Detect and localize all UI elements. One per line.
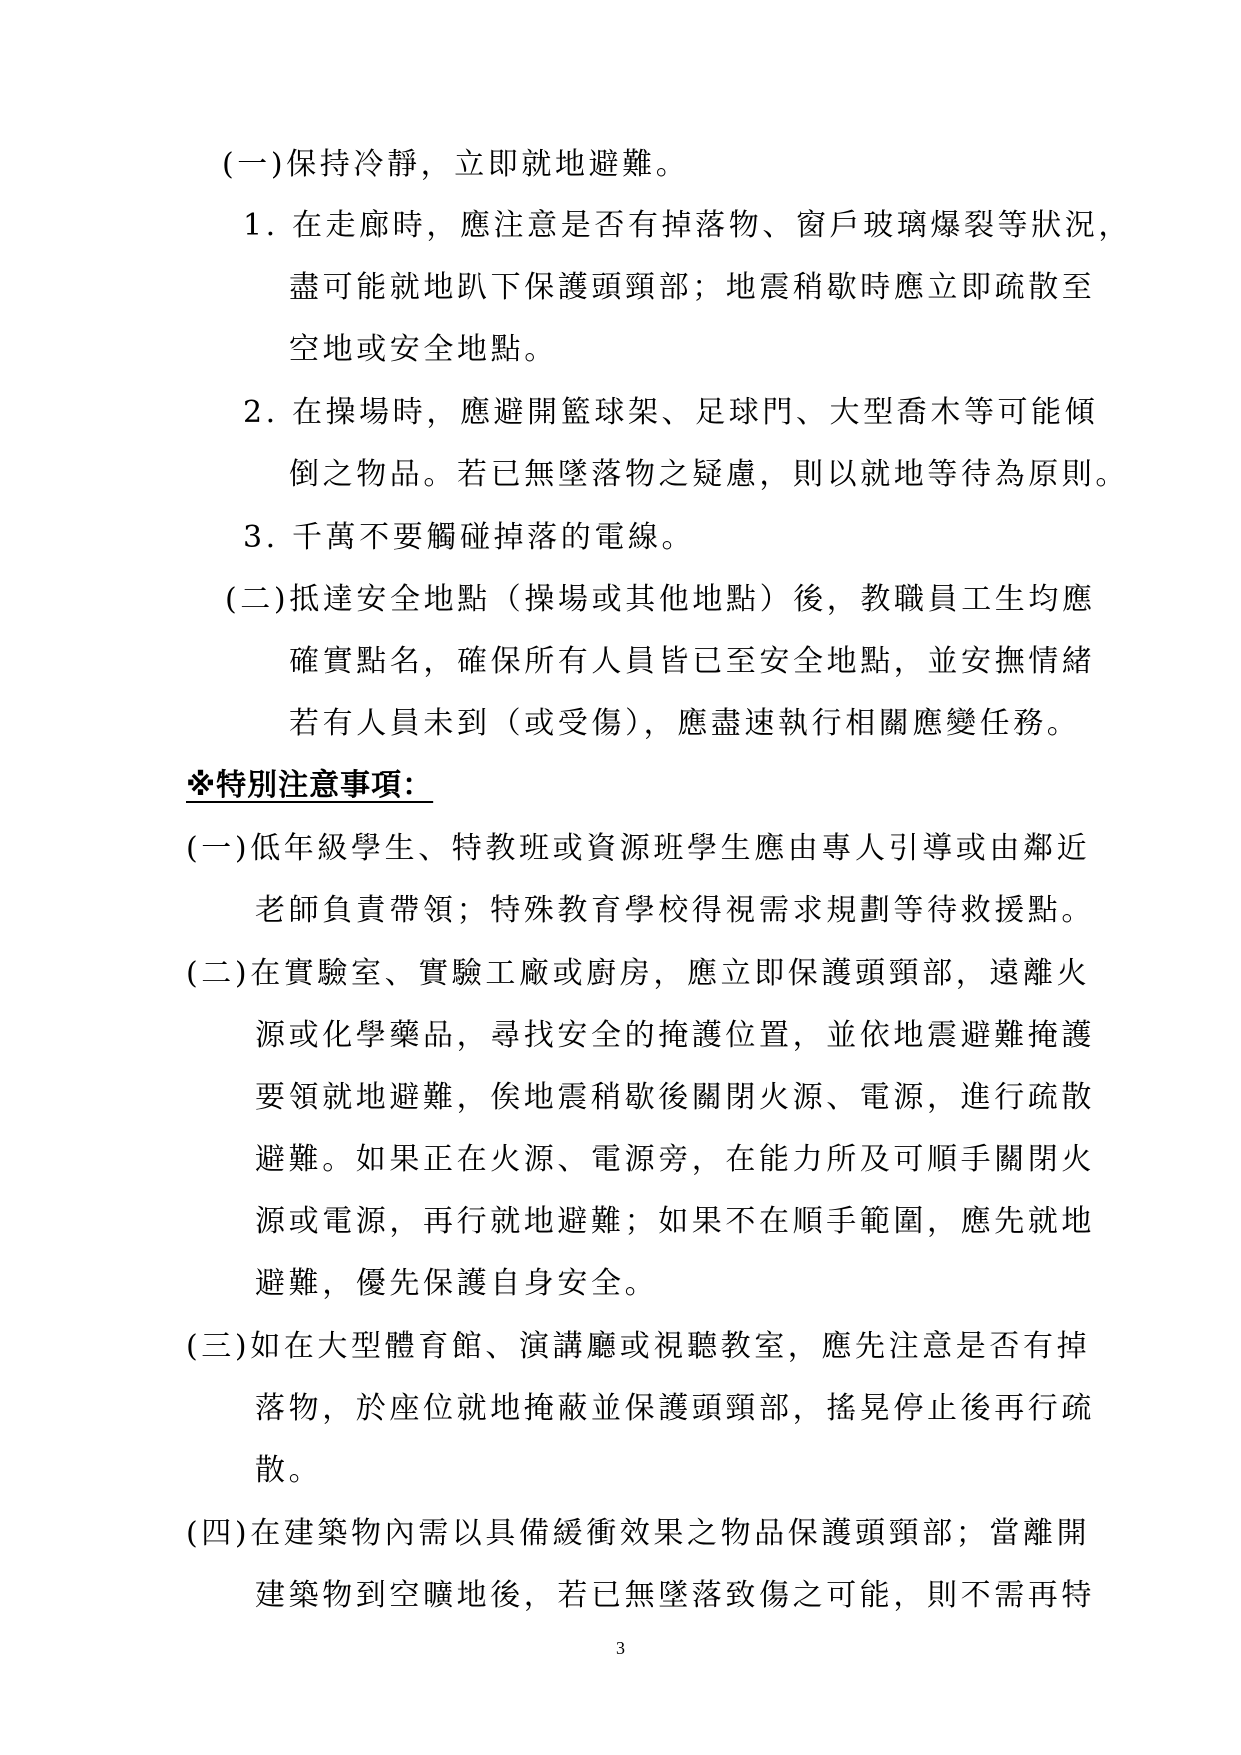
note-2-line-1: (二)在實驗室、實驗工廠或廚房，應立即保護頭頸部，遠離火 [186, 956, 1091, 991]
note-2-line-3: 要領就地避難，俟地震稍歇後關閉火源、電源，進行疏散 [255, 1080, 1095, 1115]
note-3-line-2: 落物，於座位就地掩蔽並保護頭頸部，搖晃停止後再行疏 [255, 1391, 1095, 1426]
list-item-1-line-2: 盡可能就地趴下保護頭頸部；地震稍歇時應立即疏散至 [289, 270, 1096, 305]
note-2-line-2: 源或化學藥品，尋找安全的掩護位置，並依地震避難掩護 [255, 1018, 1095, 1053]
section-2-line-1: (二)抵達安全地點（操場或其他地點）後，教職員工生均應 [225, 582, 1096, 617]
note-1-line-1: (一)低年級學生、特教班或資源班學生應由專人引導或由鄰近 [186, 831, 1091, 866]
section-2-line-3: 若有人員未到（或受傷），應盡速執行相關應變任務。 [289, 706, 1081, 741]
note-3-line-3: 散。 [255, 1453, 323, 1488]
section-2-line-2: 確實點名，確保所有人員皆已至安全地點，並安撫情緒 [289, 644, 1096, 679]
page-number: 3 [616, 1638, 625, 1658]
section-1-heading: (一)保持冷靜，立即就地避難。 [222, 147, 690, 182]
note-2-line-4: 避難。如果正在火源、電源旁，在能力所及可順手關閉火 [255, 1142, 1095, 1177]
note-4-line-2: 建築物到空曠地後，若已無墜落致傷之可能，則不需再特 [255, 1578, 1095, 1613]
note-2-line-6: 避難，優先保護自身安全。 [255, 1266, 659, 1301]
list-item-2-line-2: 倒之物品。若已無墜落物之疑慮，則以就地等待為原則。 [289, 457, 1129, 492]
note-1-line-2: 老師負責帶領；特殊教育學校得視需求規劃等待救援點。 [255, 893, 1095, 928]
special-notes-heading: ※特別注意事項： [186, 768, 434, 803]
list-item-1-line-1: 1. 在走廊時，應注意是否有掉落物、窗戶玻璃爆裂等狀況， [243, 208, 1132, 243]
note-2-line-5: 源或電源，再行就地避難；如果不在順手範圍，應先就地 [255, 1204, 1095, 1239]
note-3-line-1: (三)如在大型體育館、演講廳或視聽教室，應先注意是否有掉 [186, 1329, 1091, 1364]
note-4-line-1: (四)在建築物內需以具備緩衝效果之物品保護頭頸部；當離開 [186, 1516, 1091, 1551]
list-item-2-line-1: 2. 在操場時，應避開籃球架、足球門、大型喬木等可能傾 [243, 395, 1099, 430]
list-item-3-line-1: 3. 千萬不要觸碰掉落的電線。 [243, 520, 696, 555]
list-item-1-line-3: 空地或安全地點。 [289, 332, 558, 367]
